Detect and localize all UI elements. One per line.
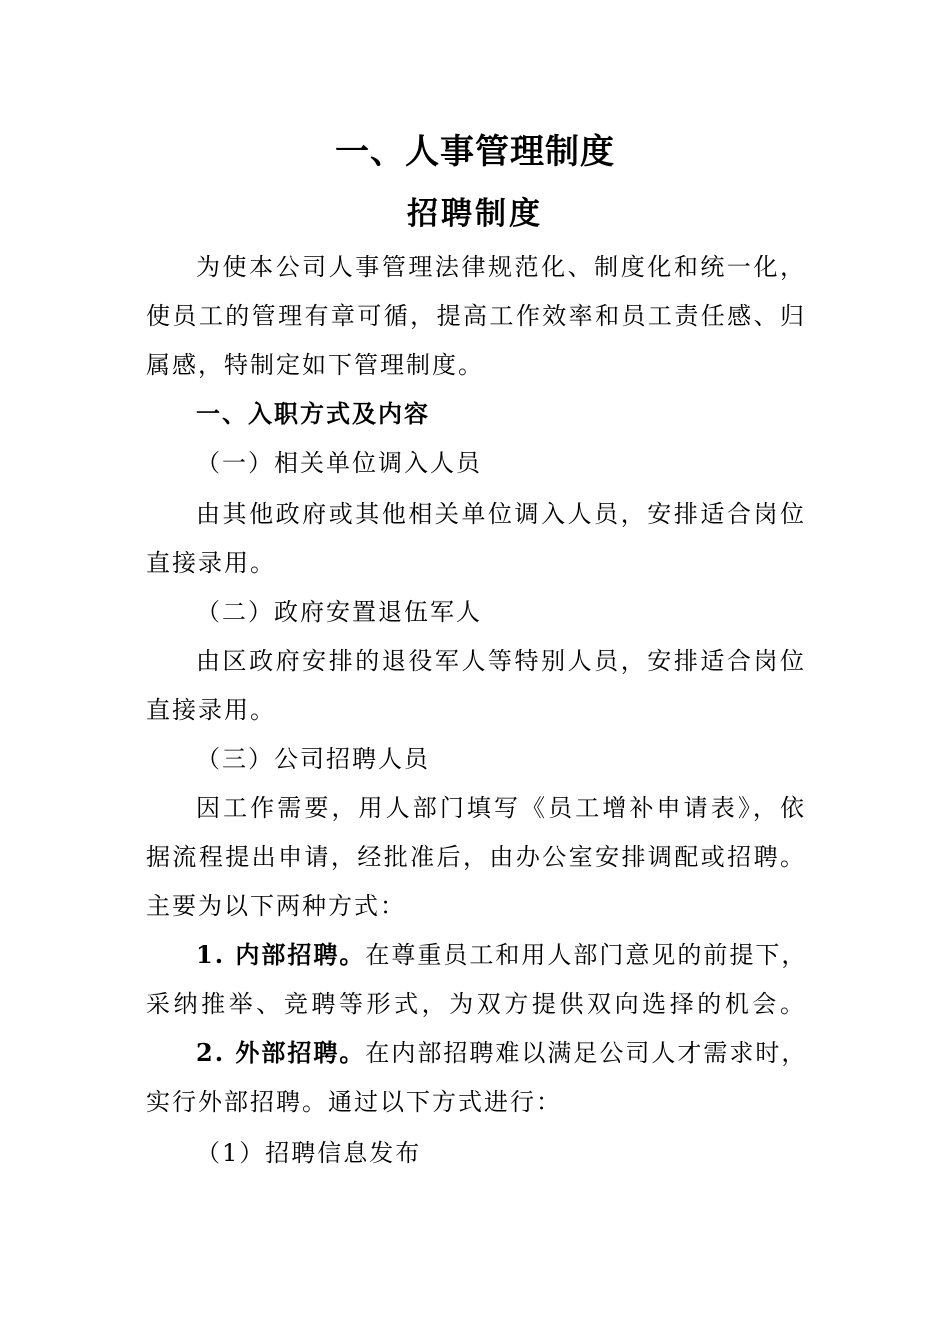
list-item-label: 2. 外部招聘。 — [196, 1038, 366, 1067]
paragraph-line: 采纳推举、竞聘等形式，为双方提供双向选择的机会。 — [146, 990, 806, 1018]
intro-line-3: 属感，特制定如下管理制度。 — [146, 351, 484, 379]
intro-line-1: 为使本公司人事管理法律规范化、制度化和统一化， — [196, 253, 806, 281]
paragraph-line: 直接录用。 — [146, 549, 276, 577]
paragraph-line: 由区政府安排的退役军人等特别人员，安排适合岗位 — [196, 647, 806, 675]
paragraph-line: 由其他政府或其他相关单位调入人员，安排适合岗位 — [196, 500, 806, 528]
intro-line-2: 使员工的管理有章可循，提高工作效率和员工责任感、归 — [146, 302, 806, 330]
list-item — [196, 1028, 806, 1078]
list-item-text: 在内部招聘难以满足公司人才需求时， — [365, 1039, 808, 1067]
list-item-label: 1. 内部招聘。 — [196, 940, 366, 969]
subsection-heading: （二）政府安置退伍军人 — [196, 598, 482, 626]
paragraph-line: 据流程提出申请，经批准后，由办公室安排调配或招聘。 — [146, 843, 806, 871]
list-item-text: 在尊重员工和用人部门意见的前提下， — [365, 941, 808, 969]
paragraph-line: 实行外部招聘。通过以下方式进行： — [146, 1088, 562, 1116]
paragraph-line: 主要为以下两种方式： — [146, 892, 406, 920]
paragraph-line: 因工作需要，用人部门填写《员工增补申请表》，依 — [196, 794, 806, 822]
document-subtitle: 招聘制度 — [407, 196, 543, 232]
subsection-heading: （1）招聘信息发布 — [196, 1139, 422, 1167]
list-item — [196, 930, 806, 980]
section-heading: 一、入职方式及内容 — [196, 400, 430, 428]
subsection-heading: （一）相关单位调入人员 — [196, 449, 482, 477]
document-title: 一、人事管理制度 — [335, 132, 615, 172]
subsection-heading: （三）公司招聘人员 — [196, 745, 430, 773]
paragraph-line: 直接录用。 — [146, 696, 276, 724]
